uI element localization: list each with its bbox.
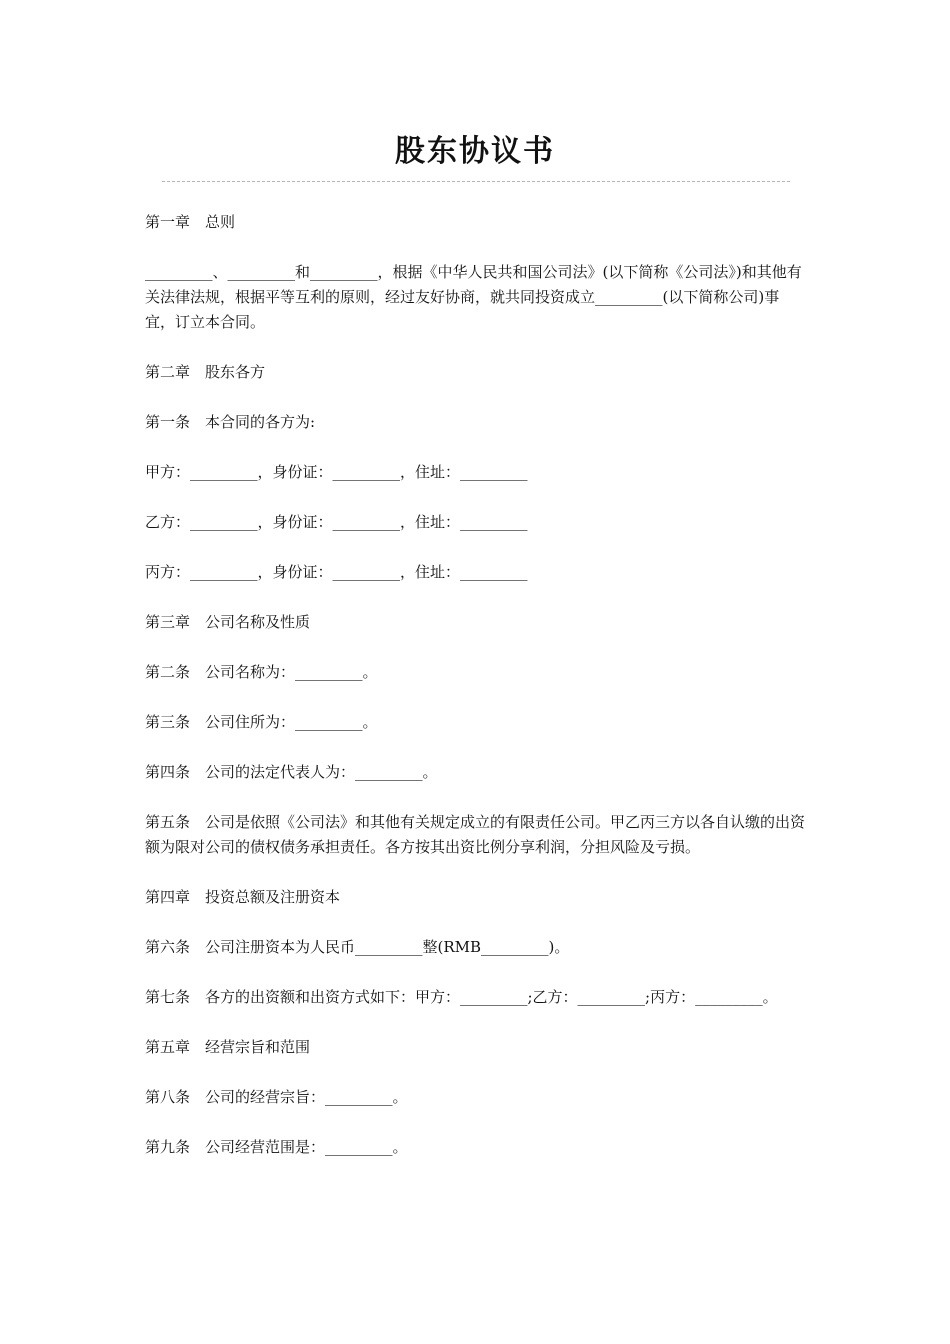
preamble-paragraph: _________、_________和_________，根据《中华人民共和国公司法》(以下简称《公司法》)和其他有关法律法规，根据平等互利的原则，经过友好协商，就共同投资成立_________(以下简称公司)事宜，订立本合同。 [145, 263, 802, 331]
chapter-heading: 第一章 总则 [145, 213, 236, 231]
article-paragraph: 第七条 各方的出资额和出资方式如下：甲方：_________;乙方：_________;丙方：_________。 [145, 988, 778, 1006]
chapter-heading: 第五章 经营宗旨和范围 [145, 1038, 311, 1056]
party-line: 乙方：_________，身份证：_________，住址：_________ [145, 513, 528, 531]
chapter-heading: 第三章 公司名称及性质 [145, 613, 311, 631]
chapter-heading: 第二章 股东各方 [145, 363, 266, 381]
title-divider [162, 181, 790, 182]
article-paragraph: 第八条 公司的经营宗旨：_________。 [145, 1088, 408, 1106]
article-paragraph: 第六条 公司注册资本为人民币_________整(RMB_________)。 [145, 938, 570, 956]
party-line: 丙方：_________，身份证：_________，住址：_________ [145, 563, 528, 581]
document-body [145, 210, 807, 1185]
article-paragraph: 第一条 本合同的各方为: [145, 413, 316, 431]
article-paragraph: 第五条 公司是依照《公司法》和其他有关规定成立的有限责任公司。甲乙丙三方以各自认缴的出资额为限对公司的债权债务承担责任。各方按其出资比例分享利润，分担风险及亏损。 [145, 813, 806, 856]
article-paragraph: 第二条 公司名称为：_________。 [145, 663, 378, 681]
document-title: 股东协议书 [395, 134, 555, 169]
party-line: 甲方：_________，身份证：_________，住址：_________ [145, 463, 528, 481]
chapter-heading: 第四章 投资总额及注册资本 [145, 888, 341, 906]
article-paragraph: 第九条 公司经营范围是：_________。 [145, 1138, 408, 1156]
article-paragraph: 第四条 公司的法定代表人为：_________。 [145, 763, 438, 781]
article-paragraph: 第三条 公司住所为：_________。 [145, 713, 378, 731]
